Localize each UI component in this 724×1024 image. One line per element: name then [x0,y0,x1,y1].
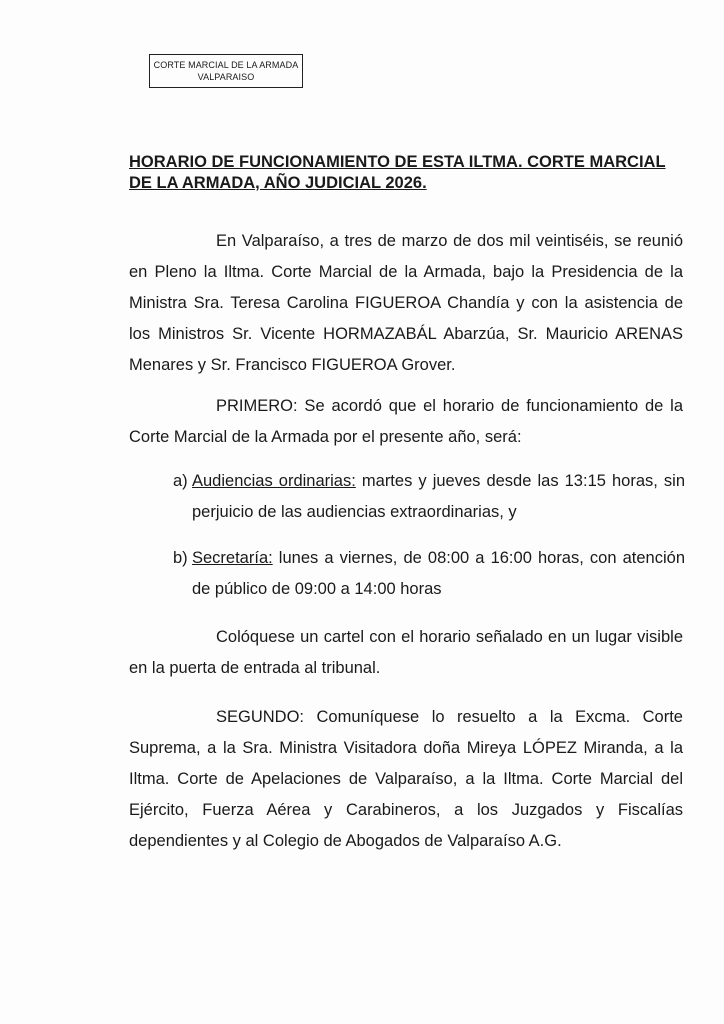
schedule-item-secretaria [173,543,685,605]
item-body [192,543,685,605]
item-marker: a) [173,472,188,490]
header-city: VALPARAISO [197,72,255,82]
document-title [129,152,689,194]
item-body [192,466,685,528]
schedule-item-audiencias [173,466,685,528]
item-term: Audiencias ordinarias: [192,472,356,490]
title-line-1: HORARIO DE FUNCIONAMIENTO DE ESTA ILTMA. CORTE MARCIAL [129,153,666,171]
item-term: Secretaría: [192,549,273,567]
coloquese-paragraph: Colóquese un cartel con el horario señalado en un lugar visible en la puerta de entrada al tribunal. [129,628,683,677]
item-marker: b) [173,549,188,567]
primero-paragraph: PRIMERO: Se acordó que el horario de funcionamiento de la Corte Marcial de la Armada por el presente año, será: [129,397,683,446]
item-text: martes y jueves desde las 13:15 horas, sin perjuicio de las audiencias extraordinarias, y [192,472,685,521]
intro-paragraph: En Valparaíso, a tres de marzo de dos mil veintiséis, se reunió en Pleno la Iltma. Corte Marcial de la Armada, bajo la Presidencia de la Ministra Sra. Teresa Carolina FIGUEROA Chandía y con la asistencia de los Ministros Sr. Vicente HORMAZABÁL Abarzúa, Sr. Mauricio ARENAS Menares y Sr. Francisco FIGUEROA Grover. [129,232,683,374]
header-institution: CORTE MARCIAL DE LA ARMADA [153,60,299,70]
title-line-2: DE LA ARMADA, AÑO JUDICIAL 2026. [129,174,427,192]
header-stamp-box [149,54,303,88]
item-text: lunes a viernes, de 08:00 a 16:00 horas, con atención de público de 09:00 a 14:00 horas [192,549,685,598]
segundo-paragraph: SEGUNDO: Comuníquese lo resuelto a la Excma. Corte Suprema, a la Sra. Ministra Visitadora doña Mireya LÓPEZ Miranda, a la Iltma. Corte de Apelaciones de Valparaíso, a la Iltma. Corte Marcial del Ejército, Fuerza Aérea y Carabineros, a los Juzgados y Fiscalías dependientes y al Colegio de Abogados de Valparaíso A.G. [129,708,683,850]
